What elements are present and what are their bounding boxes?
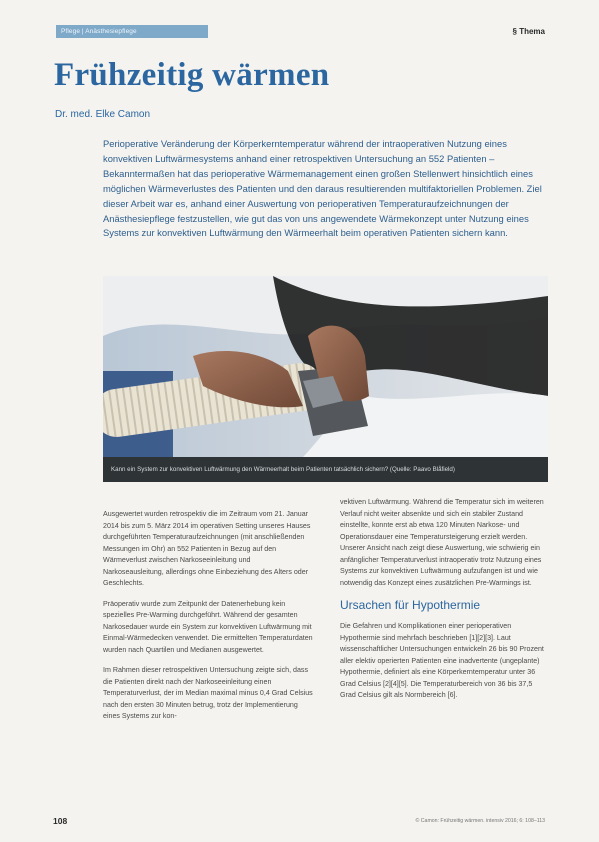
photo-caption: Kann ein System zur konvektiven Luftwärmung den Wärmeerhalt beim Patienten tatsächlich sichern? (Quelle: Paavo Blåfield) bbox=[103, 457, 548, 482]
right-column bbox=[340, 497, 550, 711]
citation-footer: © Camon: Frühzeitig wärmen. intensiv 2016; 6: 108–113 bbox=[415, 818, 545, 824]
article-title: Frühzeitig wärmen bbox=[54, 57, 330, 93]
body-paragraph: vektiven Luftwärmung. Während die Temperatur sich im weiteren Verlauf nicht weiter absenkte und sich ein stabiler Zustand einstellte, konnte erst ab etwa 120 Minuten Narkose- und Operationsdauer eine Temperatursteigerung erzielt werden. Unserer Ansicht nach zeigt diese Auswertung, wie schwierig ein anfänglicher Temperaturverlust intraoperativ trotz Nutzung eines Systems zur konvektiven Luftwärmung aufzufangen ist und wie notwendig das Konzept eines zusätzlichen Pre-Warmings ist. bbox=[340, 498, 544, 587]
body-paragraph: Im Rahmen dieser retrospektiven Untersuchung zeigte sich, dass die Patienten direkt nach der Narkoseeinleitung einen Temperaturverlust, der im Median maximal minus 0,4 Grad Celsius nach den ersten 30 Minuten betrug, trotz der Implementierung eines Systems zur kon- bbox=[103, 666, 313, 720]
topic-label: § Thema bbox=[512, 27, 545, 36]
article-author: Dr. med. Elke Camon bbox=[55, 109, 151, 120]
body-paragraph: Die Gefahren und Komplikationen einer perioperativen Hypothermie sind mehrfach beschrieben [1][2][3]. Laut wissenschaftlicher Untersuchungen entwickeln 26 bis 90 Prozent aller elektiv operierten Patienten eine inadvertente (ungeplante) Hypothermie, definiert als eine Körperkerntemperatur unter 36 Grad Celsius [2][4][5]. Die Temperaturbereich von 36 bis 37,5 Grad Celsius gilt als Normbereich [6]. bbox=[340, 622, 544, 699]
page-number: 108 bbox=[53, 816, 68, 826]
section-tag: Pflege | Anästhesiepflege bbox=[56, 25, 208, 38]
body-paragraph: Ausgewertet wurden retrospektiv die im Zeitraum vom 21. Januar 2014 bis zum 5. März 2014 im operativen Setting unseres Hauses durchgeführten Temperaturaufzeichnungen (mit anschließenden Messungen im Ohr) an 552 Patienten in Bezug auf den Wärmeverlust zwischen Narkoseeinleitung und Narkoseausleitung, allerdings ohne Einbeziehung des Alters oder Geschlechts. bbox=[103, 510, 311, 587]
article-photo bbox=[103, 276, 548, 457]
body-paragraph: Präoperativ wurde zum Zeitpunkt der Datenerhebung kein spezielles Pre-Warming durchgeführt. Während der gesamten Narkosedauer wurde ein System zur konvektiven Luftwärmung mit Einmal-Wärmedecken verwendet. Die ermittelten Temperaturdaten wurden nach Quartilen und Medianen ausgewertet. bbox=[103, 599, 313, 654]
article-lead: Perioperative Veränderung der Körperkerntemperatur während der intraoperativen Nutzung eines konvektiven Luftwärmesystems anhand einer retrospektiven Untersuchung an 552 Patienten – Bekanntermaßen hat das perioperative Wärmemanagement einen großen Stellenwert hinsichtlich eines möglichen Wärmeverlustes des Patienten und den daraus resultierenden multifaktoriellen Problemen. Ziel dieser Arbeit war es, anhand einer Auswertung von perioperativen Temperaturaufzeichnungen der Anästhesiepflege festzustellen, wie gut das von uns angewendete Wärmekonzept unter Nutzung eines Systems zur konvektiven Luftwärmung den Wärmeerhalt beim operativen Patienten sichern kann. bbox=[103, 138, 542, 239]
section-heading: Ursachen für Hypothermie bbox=[340, 598, 481, 612]
warming-hose-photo bbox=[103, 276, 548, 457]
left-column bbox=[103, 509, 313, 732]
